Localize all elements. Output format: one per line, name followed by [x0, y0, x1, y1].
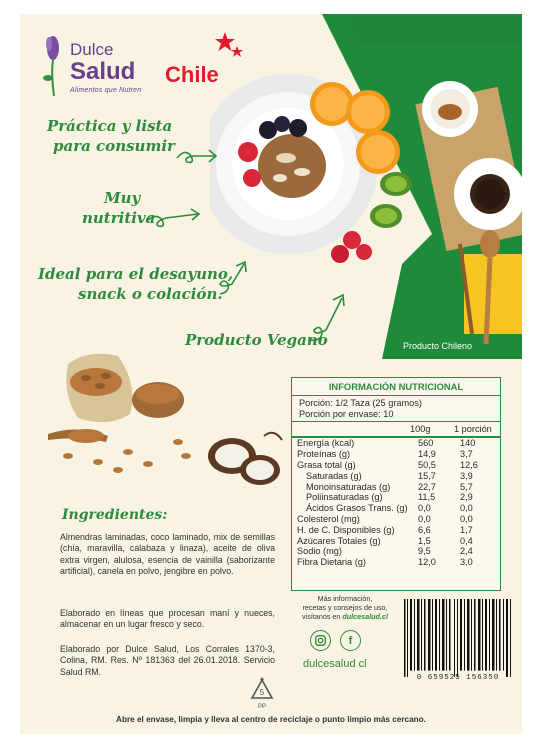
nutrition-row [292, 524, 500, 535]
brand-tagline: Alimentos que Nutren [70, 87, 142, 94]
value-100g: 9,5 [418, 546, 431, 557]
social-line: Más información, [317, 594, 373, 603]
value-100g: 0,0 [418, 503, 431, 514]
claim-line: Muy [104, 189, 141, 207]
facebook-icon[interactable]: f [340, 630, 361, 651]
nutrient-label: Proteínas (g) [297, 449, 351, 460]
nutrient-label: Monoinsaturadas (g) [306, 481, 391, 492]
value-per-serving: 0,4 [460, 535, 473, 546]
nutrition-column-headers [292, 422, 500, 437]
almonds-coconut-photo [38, 344, 288, 499]
nutrient-label: Ácidos Grasos Trans. (g) [306, 503, 408, 514]
nutrition-row [292, 503, 500, 514]
recycle-code: 5 [259, 688, 265, 697]
nutrition-row [292, 481, 500, 492]
nutrient-label: Saturadas (g) [306, 470, 362, 481]
value-per-serving: 140 [460, 438, 476, 449]
swirl-arrow-icon [175, 144, 219, 170]
nutrient-label: Grasa total (g) [297, 459, 356, 470]
nutrition-row [292, 437, 500, 449]
recycle-material: PP [257, 704, 266, 710]
nutrition-serving-info [292, 396, 500, 422]
nutrient-label: Poliinsaturadas (g) [306, 492, 383, 503]
value-100g: 1,5 [418, 535, 431, 546]
claim-breakfast [38, 264, 233, 304]
value-per-serving: 0,0 [460, 503, 473, 514]
nutrition-title: INFORMACIÓN NUTRICIONAL [292, 378, 500, 396]
social-icons [310, 630, 361, 651]
servings-per-pack: Porción por envase: 10 [299, 408, 394, 419]
nutrition-facts-table [291, 377, 501, 591]
barcode [398, 599, 518, 679]
nutrient-label: Energía (kcal) [297, 438, 355, 449]
claim-ready-to-eat [47, 116, 175, 156]
value-per-serving: 5,7 [460, 481, 473, 492]
granola-breakfast-photo [210, 54, 522, 359]
value-100g: 0,0 [418, 513, 431, 524]
nutrition-rows [292, 437, 500, 568]
social-line: visítanos en [302, 612, 341, 621]
producer-info: Elaborado por Dulce Salud, Los Corrales 1370-3, Colina, RM. Res. Nº 181363 del 26.01.2018. Servicio Salud RM. [60, 644, 275, 677]
ingredients-title: Ingredientes: [62, 507, 168, 523]
nutrition-row [292, 514, 500, 525]
recycling-footer: Abre el envase, limpia y lleva al centro de reciclaje o punto limpio más cercano. [116, 715, 426, 724]
nutrient-label: H. de C. Disponibles (g) [297, 524, 395, 535]
swirl-arrow-icon [144, 206, 202, 234]
claim-line: Producto Vegano [185, 331, 328, 349]
nutrition-row [292, 470, 500, 481]
value-per-serving: 3,7 [460, 449, 473, 460]
nutrition-row [292, 492, 500, 503]
instagram-icon[interactable] [310, 630, 331, 651]
value-per-serving: 0,0 [460, 513, 473, 524]
value-100g: 12,0 [418, 557, 436, 568]
chile-logo: Chile [165, 62, 219, 87]
value-100g: 50,5 [418, 459, 436, 470]
social-info [302, 594, 388, 621]
ingredients-text: Almendras laminadas, coco laminado, mix de semillas (chía, maravilla, calabaza y linaza), aceite de oliva extra virgen, alulosa, esencia de vainilla (saborizante artificial), canela en polvo, jengibre en polvo. [60, 532, 275, 576]
claim-line: Ideal para el desayuno, [38, 265, 234, 283]
column-per-serving: 1 porción [454, 424, 492, 434]
barcode-number: 0 659525 156350 [416, 674, 500, 682]
value-per-serving: 1,7 [460, 524, 473, 535]
nutrient-label: Azúcares Totales (g) [297, 535, 381, 546]
nutrient-label: Fibra Dietaria (g) [297, 557, 366, 568]
nutrition-row [292, 535, 500, 546]
value-per-serving: 12,6 [460, 459, 478, 470]
claim-line: nutritiva [82, 209, 156, 227]
value-per-serving: 2,9 [460, 492, 473, 503]
nutrient-label: Colesterol (mg) [297, 513, 360, 524]
nutrient-label: Sodio (mg) [297, 546, 342, 557]
value-100g: 560 [418, 438, 434, 449]
origin-note: Producto Chileno [403, 341, 473, 351]
brand-logo [40, 34, 168, 104]
claim-line: para consumir [53, 137, 175, 155]
package-back [20, 14, 522, 734]
lavender-leaf-icon [40, 34, 66, 100]
claim-line: Práctica y lista [47, 117, 173, 135]
nutrition-row [292, 460, 500, 471]
column-100g: 100g [410, 424, 431, 434]
social-line: recetas y consejos de uso, [302, 603, 388, 612]
nutrition-row [292, 546, 500, 557]
value-per-serving: 2,4 [460, 546, 473, 557]
allergen-note: Elaborado en líneas que procesan maní y nueces, almacenar en un lugar fresco y seco. [60, 608, 275, 630]
brand-name-line2: Salud [70, 58, 136, 85]
value-100g: 11,5 [418, 492, 436, 503]
recycle-icon [249, 677, 275, 707]
website-link[interactable]: dulcesalud.cl [342, 612, 388, 621]
value-100g: 14,9 [418, 449, 436, 460]
brand-name-line1: Dulce [70, 40, 114, 59]
nutrition-row [292, 449, 500, 460]
value-per-serving: 3,0 [460, 557, 473, 568]
nutrition-row [292, 557, 500, 568]
claim-line: snack o colación. [78, 285, 223, 303]
serving-size: Porción: 1/2 Taza (25 gramos) [299, 398, 422, 408]
value-100g: 15,7 [418, 470, 436, 481]
swirl-arrow-icon [306, 290, 350, 346]
value-100g: 6,6 [418, 524, 431, 535]
value-100g: 22,7 [418, 481, 436, 492]
swirl-arrow-icon [216, 258, 250, 298]
value-per-serving: 3,9 [460, 470, 473, 481]
social-handle[interactable]: dulcesalud cl [303, 658, 367, 670]
